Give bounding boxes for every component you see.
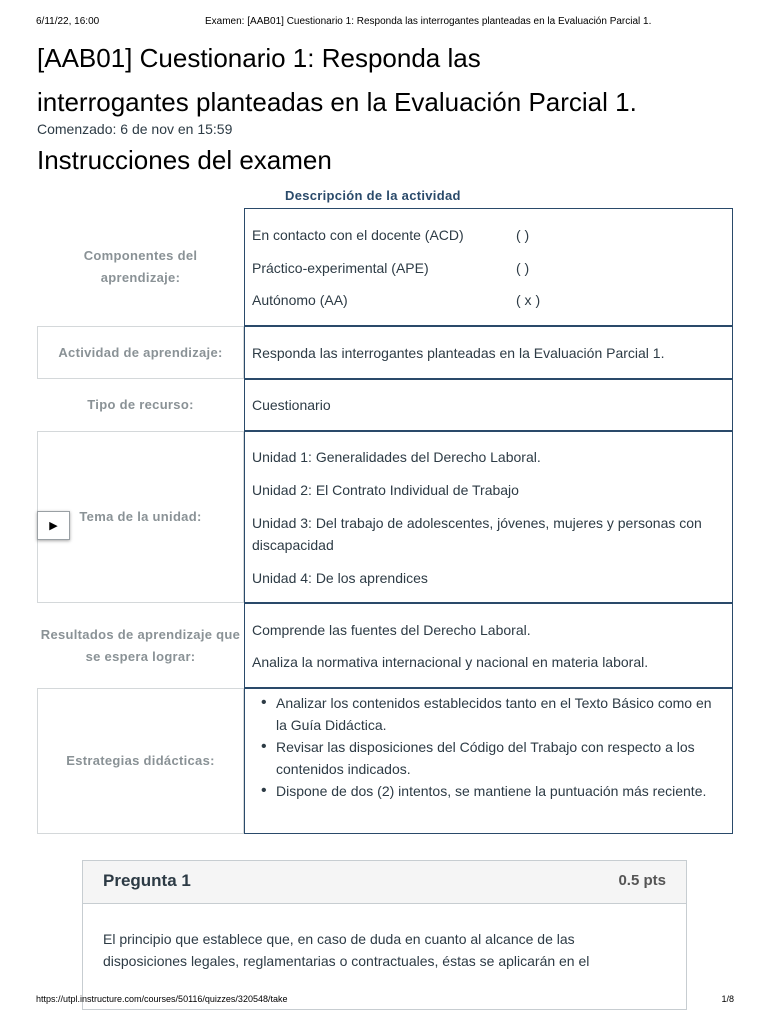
strategies-list xyxy=(245,692,732,802)
strategies-value xyxy=(244,688,733,834)
row-components xyxy=(37,208,733,326)
row-topic xyxy=(37,431,733,603)
components-label: Componentes del aprendizaje: xyxy=(83,248,198,285)
print-header xyxy=(36,16,734,30)
activity-description-caption: Descripción de la actividad xyxy=(285,188,461,203)
print-datetime: 6/11/22, 16:00 xyxy=(36,16,100,27)
question-points: 0.5 pts xyxy=(618,872,666,889)
resource-label: Tipo de recurso: xyxy=(87,397,194,412)
question-text: El principio que establece que, en caso de duda en cuanto al alcance de las disposiciones legales, reglamentarias o contractuales, éstas se aplicarán en el xyxy=(103,931,590,969)
instructions-heading: Instrucciones del examen xyxy=(37,145,332,175)
component-item: Práctico-experimental (APE) xyxy=(252,260,429,276)
quiz-title-line-2: interrogantes planteadas en la Evaluación Parcial 1. xyxy=(37,87,637,117)
component-mark: ( ) xyxy=(516,227,530,243)
resource-text: Cuestionario xyxy=(252,397,331,413)
topic-label: Tema de la unidad: xyxy=(37,431,244,603)
row-activity xyxy=(37,326,733,379)
outcome-item: Comprende las fuentes del Derecho Laboral. xyxy=(252,622,531,638)
print-page-number: 1/8 xyxy=(721,994,734,1004)
activity-label: Actividad de aprendizaje: xyxy=(37,326,244,379)
play-button[interactable] xyxy=(37,511,70,540)
topic-value xyxy=(244,431,733,603)
component-item: En contacto con el docente (ACD) xyxy=(252,227,464,243)
started-timestamp: Comenzado: 6 de nov en 15:59 xyxy=(37,121,233,137)
outcomes-label: Resultados de aprendizaje que se espera lograr: xyxy=(40,626,241,664)
component-mark: ( ) xyxy=(516,260,530,276)
question-title: Pregunta 1 xyxy=(103,871,191,890)
resource-value xyxy=(244,379,733,431)
print-url: https://utpl.instructure.com/courses/50116/quizzes/320548/take xyxy=(36,994,288,1004)
row-resource xyxy=(37,379,733,431)
strategy-item: • Dispone de dos (2) intentos, se mantiene la puntuación más reciente. xyxy=(276,780,732,802)
row-strategies xyxy=(37,688,733,834)
unit-item: Unidad 3: Del trabajo de adolescentes, jóvenes, mujeres y personas con discapacidad xyxy=(252,515,702,553)
row-outcomes xyxy=(37,603,733,688)
components-value xyxy=(244,208,733,326)
print-doc-title: Examen: [AAB01] Cuestionario 1: Responda las interrogantes planteadas en la Evaluación Parcial 1. xyxy=(205,16,652,27)
quiz-title xyxy=(37,36,752,124)
question-header xyxy=(83,861,686,904)
component-item: Autónomo (AA) xyxy=(252,292,348,308)
activity-value xyxy=(244,326,733,379)
quiz-title-line-1: [AAB01] Cuestionario 1: Responda las xyxy=(37,43,481,73)
unit-item: Unidad 4: De los aprendices xyxy=(252,570,428,586)
strategy-item: • Revisar las disposiciones del Código del Trabajo con respecto a los contenidos indicados. xyxy=(276,736,732,780)
play-icon: ▶ xyxy=(49,520,58,532)
activity-text: Responda las interrogantes planteadas en la Evaluación Parcial 1. xyxy=(252,345,665,361)
outcome-item: Analiza la normativa internacional y nacional en materia laboral. xyxy=(252,654,649,670)
strategies-label: Estrategias didácticas: xyxy=(37,688,244,834)
question-card xyxy=(82,860,687,1010)
unit-item: Unidad 2: El Contrato Individual de Trabajo xyxy=(252,482,519,498)
outcomes-value xyxy=(244,603,733,688)
strategy-item: • Analizar los contenidos establecidos tanto en el Texto Básico como en la Guía Didáctica. xyxy=(276,692,732,736)
unit-item: Unidad 1: Generalidades del Derecho Laboral. xyxy=(252,449,541,465)
print-footer xyxy=(36,994,734,1008)
component-mark: ( x ) xyxy=(516,292,541,308)
